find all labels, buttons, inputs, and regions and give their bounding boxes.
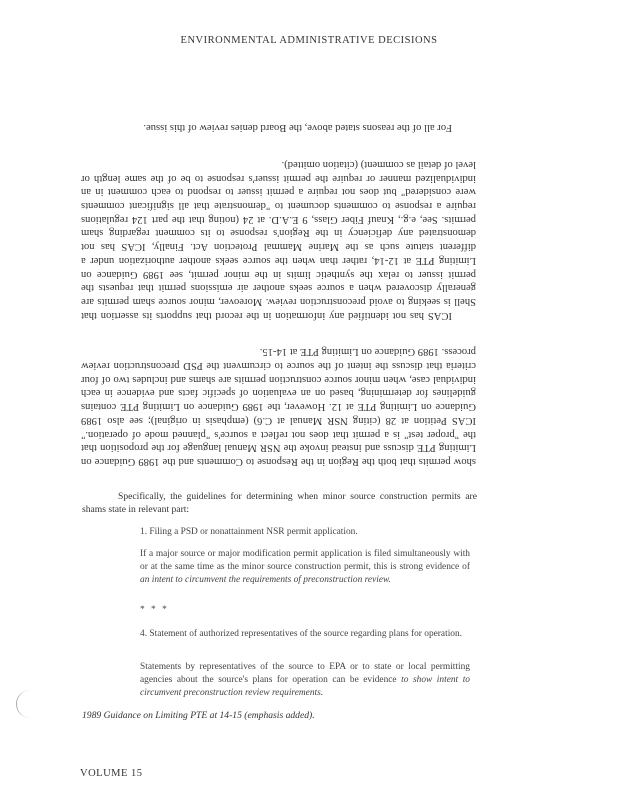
quote-item-4-heading: 4. Statement of authorized representatives of the source regarding plans for operation. (140, 629, 463, 639)
quote-item-1-text-emphasis: an intent to circumvent the requirements of preconstruction review. (140, 575, 391, 585)
upside-down-text-block (81, 72, 476, 468)
quote-item-1-text-plain: If a major source or major modification permit application is filed simultaneously with or at the same time as the minor source construction permit, this is strong evidence of (140, 549, 470, 572)
scan-margin-mark (16, 690, 31, 718)
quote-item-1-text (140, 548, 470, 587)
flipped-paragraph-2: ICAS has not identified any information in the record that supports its assertion that Shell is seeking to avoid preconstruction review. Moreover, minor source sham permits are generally discovered when a source seeks another air emissions permit that requests the permit issuer to relax the synthetic limits in the minor permit, see 1989 Guidance on Limiting PTE at 12-14, rather than when the source seeks another authorization under a different statute such as the Marine Mammal Protection Act. Finally, ICAS has not demonstrated any deficiency in the Region's response to its comment regarding sham permits. See, e.g., Knauf Fiber Glass, 9 E.A.D. at 24 (noting that the part 124 regulations require a response to comments document to "demonstrate that all significant comments were considered" but does not require a permit issuer to respond to each comment in an individualized manner or require the permit issuer's response to be of the same length or level of detail as comment) (citation omitted). (81, 158, 476, 321)
quote-item-1-heading: 1. Filing a PSD or nonattainment NSR permit application. (140, 527, 358, 537)
volume-footer: VOLUME 15 (80, 768, 143, 779)
citation: 1989 Guidance on Limiting PTE at 14-15 (emphasis added). (82, 710, 315, 721)
quote-item-4-text-emphasis: to show intent to circumvent preconstruction review requirements. (140, 675, 470, 698)
specifically-paragraph: Specifically, the guidelines for determining when minor source construction permits are shams state in relevant part: (82, 491, 477, 515)
quote-item-4-text-plain: Statements by representatives of the source to EPA or to state or local permitting agencies about the source's plans for operation can be evidence (140, 662, 470, 685)
ellipsis-stars: * * * (140, 605, 169, 615)
quote-item-4-text (140, 661, 470, 700)
flipped-paragraph-3: For all of the reasons stated above, the Board denies review of this issue. (143, 122, 452, 134)
running-header: ENVIRONMENTAL ADMINISTRATIVE DECISIONS (180, 35, 438, 46)
flipped-paragraph-1: show permits that both the Region in the Response to Comments and the 1989 Guidance on Limiting PTE discuss and instead invoke the NSR Manual language for the proposition that the "proper test" is a permit that does not reflect a source's "planned mode of operation." ICAS Petition at 28 (citing NSR Manual at C.6) (emphasis in original); see also 1989 Guidance on Limiting PTE at 12. However, the 1989 Guidance on Limiting PTE contains guidelines for determining, based on an evaluation of specific facts and evidence in each individual case, when minor source construction permits are shams and includes two of four criteria that discuss the intent of the source to circumvent the PSD preconstruction review process. 1989 Guidance on Limiting PTE at 14-15. (81, 346, 476, 467)
